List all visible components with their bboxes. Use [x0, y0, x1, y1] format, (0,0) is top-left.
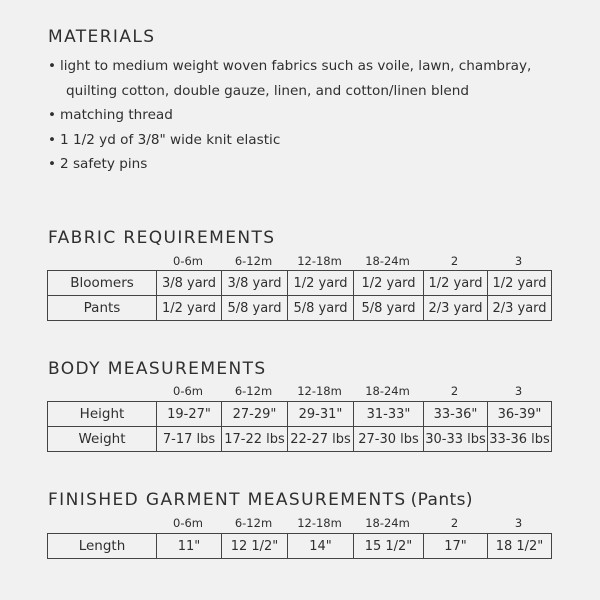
- materials-item-text: light to medium weight woven fabrics such as voile, lawn, chambray,: [60, 58, 532, 74]
- size-label: 18-24m: [365, 254, 410, 268]
- size-label: 0-6m: [173, 254, 203, 268]
- bullet-icon: •: [48, 107, 57, 123]
- table-cell: 7-17 lbs: [157, 427, 222, 452]
- table-cell: 27-30 lbs: [354, 427, 424, 452]
- size-label: 12-18m: [297, 254, 342, 268]
- table-row: [48, 296, 552, 321]
- size-label: 2: [450, 384, 459, 398]
- table-cell: 12 1/2": [222, 534, 288, 559]
- table-cell: 27-29": [222, 402, 288, 427]
- table-cell: 30-33 lbs: [424, 427, 488, 452]
- bullet-icon: •: [48, 131, 57, 148]
- size-label: 6-12m: [234, 516, 273, 530]
- row-label: Length: [48, 534, 157, 559]
- table-cell: 5/8 yard: [288, 296, 354, 321]
- materials-item: [48, 152, 588, 177]
- size-label: 18-24m: [365, 384, 410, 398]
- table-cell: 2/3 yard: [424, 296, 488, 321]
- size-label: 0-6m: [173, 516, 203, 530]
- table-cell: 1/2 yard: [288, 271, 354, 296]
- table-cell: 18 1/2": [488, 534, 552, 559]
- table-row: [48, 534, 552, 559]
- size-label: 3: [514, 254, 523, 268]
- table-row: [48, 427, 552, 452]
- table-cell: 17": [424, 534, 488, 559]
- size-label: 12-18m: [297, 384, 342, 398]
- materials-item: [48, 54, 588, 103]
- size-label: 6-12m: [234, 254, 273, 268]
- materials-item-text: 1 1/2 yd of 3/8" wide knit elastic: [60, 131, 281, 148]
- table-cell: 1/2 yard: [157, 296, 222, 321]
- table-cell: 5/8 yard: [222, 296, 288, 321]
- table-cell: 3/8 yard: [157, 271, 222, 296]
- bullet-icon: •: [48, 58, 57, 74]
- table-cell: 14": [288, 534, 354, 559]
- table-row: [48, 271, 552, 296]
- row-label: Height: [48, 402, 157, 427]
- materials-item: [48, 103, 588, 128]
- materials-list: [48, 54, 588, 177]
- fabric-requirements-table: [47, 270, 552, 321]
- materials-heading: MATERIALS: [48, 27, 156, 47]
- table-cell: 15 1/2": [354, 534, 424, 559]
- table-cell: 11": [157, 534, 222, 559]
- size-label: 2: [450, 516, 459, 530]
- table-cell: 3/8 yard: [222, 271, 288, 296]
- size-label: 18-24m: [365, 516, 410, 530]
- finished-garment-heading-suffix: (Pants): [410, 490, 473, 510]
- materials-item-text: matching thread: [60, 107, 173, 123]
- row-label: Bloomers: [48, 271, 157, 296]
- finished-garment-heading: [48, 490, 473, 510]
- materials-item-text: 2 safety pins: [60, 156, 148, 172]
- materials-item-text-continued: quilting cotton, double gauze, linen, and cotton/linen blend: [66, 82, 469, 99]
- table-cell: 2/3 yard: [488, 296, 552, 321]
- table-cell: 1/2 yard: [488, 271, 552, 296]
- table-cell: 5/8 yard: [354, 296, 424, 321]
- table-cell: 33-36 lbs: [488, 427, 552, 452]
- table-cell: 19-27": [157, 402, 222, 427]
- size-label: 3: [514, 384, 523, 398]
- body-measurements-table: [47, 401, 552, 452]
- size-label: 2: [450, 254, 459, 268]
- table-cell: 29-31": [288, 402, 354, 427]
- fabric-requirements-heading: FABRIC REQUIREMENTS: [48, 228, 276, 248]
- size-label: 0-6m: [173, 384, 203, 398]
- size-label: 12-18m: [297, 516, 342, 530]
- materials-item: [48, 128, 588, 153]
- table-cell: 33-36": [424, 402, 488, 427]
- size-label: 6-12m: [234, 384, 273, 398]
- table-cell: 22-27 lbs: [288, 427, 354, 452]
- row-label: Pants: [48, 296, 157, 321]
- body-measurements-heading: BODY MEASUREMENTS: [48, 359, 267, 379]
- finished-garment-table: [47, 533, 552, 559]
- bullet-icon: •: [48, 156, 57, 172]
- table-cell: 1/2 yard: [424, 271, 488, 296]
- table-cell: 31-33": [354, 402, 424, 427]
- table-row: [48, 402, 552, 427]
- finished-garment-heading-text: FINISHED GARMENT MEASUREMENTS: [48, 490, 407, 510]
- table-cell: 1/2 yard: [354, 271, 424, 296]
- table-cell: 17-22 lbs: [222, 427, 288, 452]
- size-label: 3: [514, 516, 523, 530]
- row-label: Weight: [48, 427, 157, 452]
- table-cell: 36-39": [488, 402, 552, 427]
